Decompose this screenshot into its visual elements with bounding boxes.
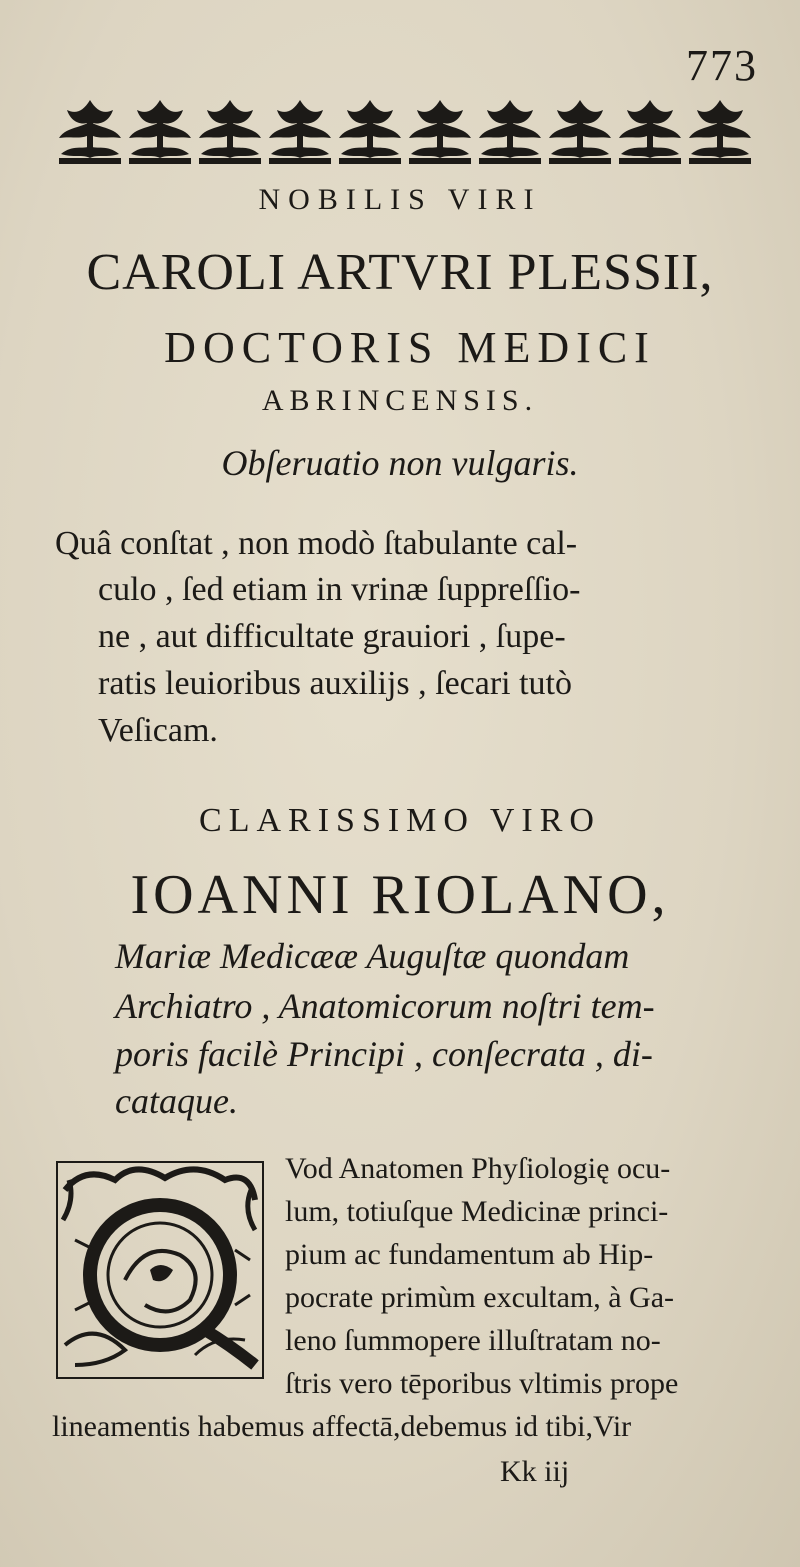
fleuron-band-icon bbox=[55, 92, 755, 170]
signature-mark: Kk iij bbox=[500, 1455, 570, 1488]
title-line-4: ABRINCENSIS. bbox=[261, 384, 539, 417]
main-text-line-7: lineamentis habemus affectā,debemus id tibi,Vir bbox=[52, 1410, 632, 1443]
title-line-3: DOCTORIS MEDICI bbox=[164, 323, 656, 372]
observation-heading: Obſeruatio non vulgaris. bbox=[221, 443, 579, 483]
title-line-2: CAROLI ARTVRI PLESSII, bbox=[86, 244, 714, 301]
main-text-line-2: lum, totiuſque Medicinæ princi- bbox=[285, 1195, 669, 1228]
observation-line-5: Veſicam. bbox=[98, 712, 218, 749]
observation-line-1: Quâ conſtat , non modò ſtabulante cal- bbox=[55, 525, 578, 562]
observation-line-3: ne , aut difficultate grauiori , ſupe- bbox=[98, 618, 566, 655]
dedication-line-2: IOANNI RIOLANO, bbox=[130, 864, 670, 926]
main-text-line-3: pium ac fundamentum ab Hip- bbox=[285, 1238, 654, 1271]
title-line-1: NOBILIS VIRI bbox=[258, 183, 542, 216]
observation-line-4: ratis leuioribus auxilijs , ſecari tutò bbox=[98, 665, 573, 702]
dedication-italic-line-4: cataque. bbox=[115, 1081, 238, 1121]
main-text-line-6: ſtris vero tēporibus vltimis prope bbox=[285, 1367, 679, 1400]
dedication-line-1: CLARISSIMO VIRO bbox=[199, 802, 601, 839]
dedication-italic-line-3: poris facilè Principi , conſecrata , di- bbox=[115, 1034, 653, 1074]
main-text-line-4: pocrate primùm excultam, à Ga- bbox=[285, 1281, 675, 1314]
observation-line-2: culo , ſed etiam in vrinæ ſuppreſſio- bbox=[98, 571, 581, 608]
main-text-line-1: Vod Anatomen Phyſiologię ocu- bbox=[285, 1152, 671, 1185]
main-text-line-5: leno ſummopere illuſtratam no- bbox=[285, 1324, 661, 1357]
dedication-italic-line-1: Mariæ Medicææ Auguſtæ quondam bbox=[115, 936, 630, 976]
dedication-italic-line-2: Archiatro , Anatomicorum noſtri tem- bbox=[115, 986, 655, 1026]
ornamental-initial-q-icon bbox=[55, 1160, 265, 1380]
page-number: 773 bbox=[686, 41, 758, 90]
